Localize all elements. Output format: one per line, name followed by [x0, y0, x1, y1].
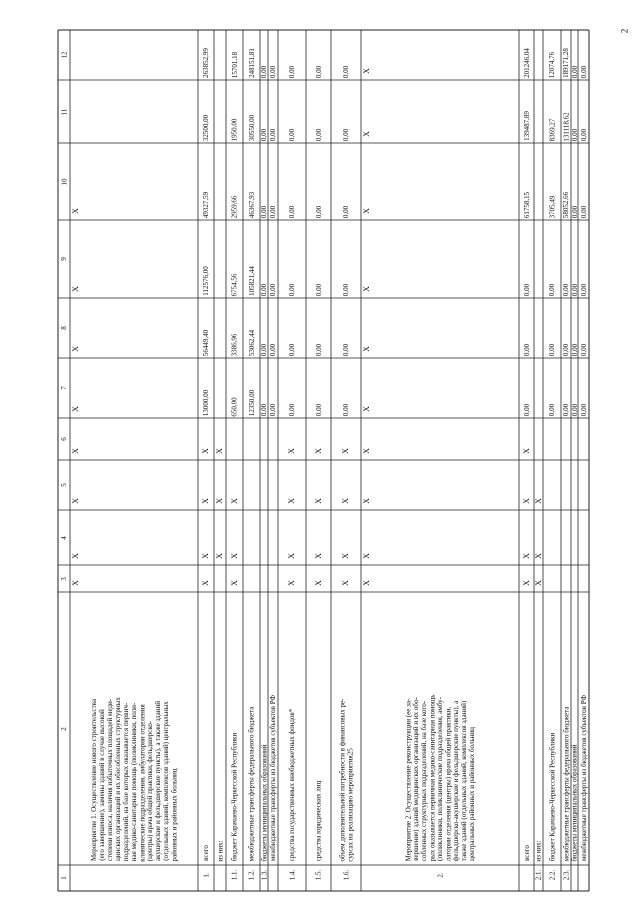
value-cell: 30550,00	[247, 114, 256, 142]
value-cell: 3705,49	[547, 195, 556, 218]
value-cell: 0,00	[548, 283, 557, 297]
row-text-line: вершение) зданий медицинских организаций и их обо-	[411, 697, 420, 861]
row-text-line: бюджет Карачаево-Черкесской Республики	[230, 732, 239, 861]
value-cell: 0,00	[269, 65, 278, 79]
row-number: 1.2.	[247, 869, 256, 881]
cross-mark: X	[361, 553, 371, 559]
header-cell-1: 1	[59, 876, 68, 880]
row-number: 2.1.	[534, 869, 543, 881]
cross-mark: X	[340, 580, 350, 586]
cross-mark: X	[70, 286, 80, 292]
value-cell: 0,00	[269, 403, 278, 417]
value-cell: 2959,66	[230, 195, 239, 218]
value-cell: 56449,40	[202, 329, 211, 357]
row-text-line: подразделений, на базе которых оказывается первич-	[122, 702, 131, 862]
row-text-line: латории отделения (центры) врача общей практики,	[443, 706, 452, 861]
value-cell: 0,00	[260, 343, 269, 357]
value-cell: 0,00	[269, 343, 278, 357]
value-cell: 12074,76	[548, 51, 557, 79]
cross-mark: X	[361, 208, 371, 214]
value-cell: 0,00	[570, 205, 579, 219]
value-cell: 0,00	[288, 403, 297, 417]
value-cell: 0,00	[522, 283, 531, 297]
value-cell: 0,00	[579, 283, 588, 297]
value-cell: 0,00	[562, 283, 571, 297]
value-cell: 0,00	[548, 343, 557, 357]
value-cell: 0,00	[562, 343, 571, 357]
cross-mark: X	[521, 580, 531, 586]
row-text-line: центральных районных и районных больниц	[467, 727, 476, 861]
value-cell: 1950,00	[230, 118, 239, 141]
cross-mark: X	[200, 580, 210, 586]
row-number: 1.1.	[230, 869, 239, 881]
value-cell: 0,00	[562, 403, 571, 417]
value-cell: 0,00	[570, 403, 579, 417]
row-text-line: (центры) врача общей практики, фельдшерско-	[146, 720, 155, 862]
cross-mark: X	[229, 580, 239, 586]
row-text-line: фельдшерско-акушерские и фельдшерские пункты), а	[452, 700, 461, 862]
row-number: 2.	[436, 872, 445, 878]
header-cell-12: 12	[60, 51, 68, 59]
header-cell-7: 7	[59, 386, 68, 390]
value-cell: 248151,81	[247, 48, 256, 78]
cross-mark: X	[229, 553, 239, 559]
value-cell: 0,00	[579, 128, 588, 142]
row-text-line: из них:	[216, 839, 225, 862]
row-text-line: межбюджетные трансферты из бюджетов субъектов РФ	[269, 694, 278, 862]
value-cell: 0,00	[314, 128, 323, 142]
cross-mark: X	[313, 448, 323, 454]
row-number: 1.4.	[287, 869, 296, 881]
value-cell: 49327,59	[202, 191, 211, 219]
value-cell: 0,00	[260, 283, 269, 297]
value-cell: 0,00	[288, 65, 297, 79]
cross-mark: X	[70, 346, 80, 352]
row-text-line: Мероприятие 1. Осуществление нового строительства	[89, 699, 98, 861]
cross-mark: X	[214, 553, 224, 559]
value-cell: 0,00	[570, 343, 579, 357]
value-cell: 0,00	[288, 205, 297, 219]
cross-mark: X	[214, 498, 224, 504]
cross-mark: X	[361, 131, 371, 137]
row-text-line: (отдельных зданий, комплексов зданий) центральных	[161, 701, 170, 861]
value-cell: 0,00	[579, 205, 588, 219]
value-cell: 0,00	[269, 128, 278, 142]
value-cell: 201246,04	[522, 48, 531, 78]
value-cell: 0,00	[260, 65, 269, 79]
cross-mark: X	[200, 448, 210, 454]
header-cell-10: 10	[60, 178, 68, 185]
row-number: 1.	[202, 872, 211, 878]
header-cell-11: 11	[59, 108, 68, 115]
value-cell: 61758,15	[522, 191, 531, 219]
cross-mark: X	[361, 286, 371, 292]
value-cell: 0,00	[579, 65, 588, 79]
cross-mark: X	[286, 498, 296, 504]
row-text-line: районных и районных больниц	[170, 768, 178, 861]
header-cell-4: 4	[59, 535, 68, 540]
row-number: 2.3.	[561, 869, 570, 881]
cross-mark: X	[533, 580, 543, 586]
row-text-line: объем дополнительной потребности в финансовых ре-	[337, 698, 346, 861]
row-text-line: клинические подразделения, амбулатории отделения	[138, 703, 147, 862]
row-text-line: средства юридических лиц	[314, 780, 323, 861]
value-cell: 0,00	[260, 128, 269, 142]
value-cell: 32500,00	[202, 114, 211, 142]
row-text-line: средства государственных внебюджетных фондов*	[288, 708, 297, 862]
value-cell: 46367,93	[247, 191, 256, 219]
cross-mark: X	[286, 580, 296, 586]
row-number: 2.2.	[547, 869, 556, 881]
cross-mark: X	[70, 580, 80, 586]
header-cell-6: 6	[59, 437, 68, 441]
cross-mark: X	[361, 448, 371, 454]
row-text-line: бюджеты муниципальных образований	[570, 743, 579, 862]
cross-mark: X	[313, 580, 323, 586]
cross-mark: X	[361, 68, 371, 74]
value-cell: 0,00	[342, 343, 351, 357]
value-cell: 15701,18	[230, 51, 239, 79]
cross-mark: X	[361, 406, 371, 412]
value-cell: 131118,62	[562, 111, 571, 142]
value-cell: 8369,27	[547, 118, 556, 141]
value-cell: 0,00	[314, 65, 323, 79]
row-text-line: всего	[201, 845, 210, 861]
cross-mark: X	[313, 498, 323, 504]
cross-mark: X	[286, 448, 296, 454]
cross-mark: X	[70, 448, 80, 454]
value-cell: 0,00	[314, 283, 323, 297]
value-cell: 0,00	[579, 343, 588, 357]
cross-mark: X	[340, 448, 350, 454]
row-text-line: всего	[522, 845, 531, 861]
value-cell: 0,00	[522, 403, 531, 417]
value-cell: 0,00	[288, 128, 297, 142]
row-text-line: цинских организаций и их обособленных структурных	[113, 697, 122, 861]
header-cell-2: 2	[59, 726, 68, 731]
row-text-line: межбюджетные трансферты федерального бюджета	[561, 706, 570, 861]
header-cell-5: 5	[59, 483, 68, 487]
row-text-line: Мероприятие 2. Осуществление реконструкции (ее за-	[403, 698, 412, 861]
cross-mark: X	[229, 498, 239, 504]
row-text-line: ная медико-санитарная помощь (поликлиники, поли-	[130, 702, 139, 862]
value-cell: 189171,28	[561, 48, 570, 78]
value-cell: 263852,99	[201, 48, 210, 78]
cross-mark: X	[286, 553, 296, 559]
cross-mark: X	[70, 406, 80, 412]
row-number: 1.5.	[314, 869, 323, 881]
cross-mark: X	[361, 346, 371, 352]
row-text-line: (поликлиники, поликлинические подразделения, амбу-	[435, 697, 444, 861]
value-cell: 0,00	[342, 403, 351, 417]
cross-mark: X	[214, 448, 224, 454]
value-cell: 0,00	[570, 65, 579, 79]
row-text-line: межбюджетные трансферты федерального бюджета	[247, 706, 256, 861]
page-number: 2	[619, 28, 630, 34]
value-cell: 0,00	[260, 403, 269, 417]
value-cell: 53062,44	[247, 329, 256, 357]
row-text-line: бюджеты муниципальных образований	[260, 743, 269, 862]
value-cell: 6754,56	[230, 273, 239, 296]
cross-mark: X	[70, 498, 80, 504]
value-cell: 58052,66	[562, 191, 571, 219]
row-text-line: также зданий (отдельных зданий, комплексов зданий)	[460, 700, 469, 862]
header-cell-9: 9	[59, 257, 68, 261]
value-cell: 0,00	[522, 343, 531, 357]
value-cell: 0,00	[288, 343, 297, 357]
row-text-line: из них:	[534, 839, 543, 862]
row-text-line: бюджет Карачаево-Черкесской Республики	[547, 732, 556, 861]
value-cell: 0,00	[288, 283, 297, 297]
header-cell-3: 3	[59, 576, 68, 581]
value-cell: 0,00	[314, 403, 323, 417]
cross-mark: X	[200, 498, 210, 504]
value-cell: 0,00	[342, 65, 351, 79]
cross-mark: X	[313, 553, 323, 559]
cross-mark: X	[70, 553, 80, 559]
value-cell: 0,00	[548, 403, 557, 417]
value-cell: 0,00	[314, 343, 323, 357]
cross-mark: X	[340, 553, 350, 559]
row-text-line: (его завершение), замены зданий в случае высокой	[97, 709, 106, 861]
value-cell: 12350,00	[247, 389, 256, 417]
value-cell: 650,00	[230, 396, 239, 417]
value-cell: 0,00	[570, 283, 579, 297]
row-text-line: собленных структурных подразделений, на базе кото-	[420, 700, 429, 862]
value-cell: 0,00	[342, 128, 351, 142]
cross-mark: X	[521, 553, 531, 559]
row-number: 1.6.	[341, 869, 350, 881]
row-text-line: степени износа, наличия избыточных площадей меди-	[106, 698, 115, 862]
cross-mark: X	[340, 498, 350, 504]
row-number: 1.3.	[259, 869, 268, 881]
value-cell: 0,00	[269, 205, 278, 219]
value-cell: 112576,00	[201, 266, 210, 296]
value-cell: 0,00	[570, 128, 579, 142]
value-cell: 105821,44	[247, 266, 256, 296]
cross-mark: X	[70, 208, 80, 214]
cross-mark: X	[521, 498, 531, 504]
header-cell-8: 8	[59, 326, 68, 330]
value-cell: 3386,96	[230, 333, 239, 356]
value-cell: 0,00	[260, 205, 269, 219]
cross-mark: X	[521, 448, 531, 454]
value-cell: 0,00	[314, 205, 323, 219]
cross-mark: X	[533, 498, 543, 504]
cross-mark: X	[361, 498, 371, 504]
row-text-line: межбюджетные трансферты из бюджетов субъектов РФ	[579, 694, 588, 862]
value-cell: 139487,89	[522, 111, 531, 141]
row-text-line: сурсах на реализацию мероприятия25	[346, 747, 355, 862]
value-cell: 0,00	[579, 403, 588, 417]
row-text-line: рых оказывается первичная медико-санитарная помощь	[427, 694, 436, 861]
cross-mark: X	[533, 553, 543, 559]
cross-mark: X	[200, 553, 210, 559]
value-cell: 0,00	[342, 205, 351, 219]
row-text-line: акушерские и фельдшерские пункты), а также зданий	[154, 700, 163, 862]
value-cell: 0,00	[269, 283, 278, 297]
value-cell: 0,00	[342, 283, 351, 297]
value-cell: 13000,00	[202, 389, 211, 417]
cross-mark: X	[361, 580, 371, 586]
